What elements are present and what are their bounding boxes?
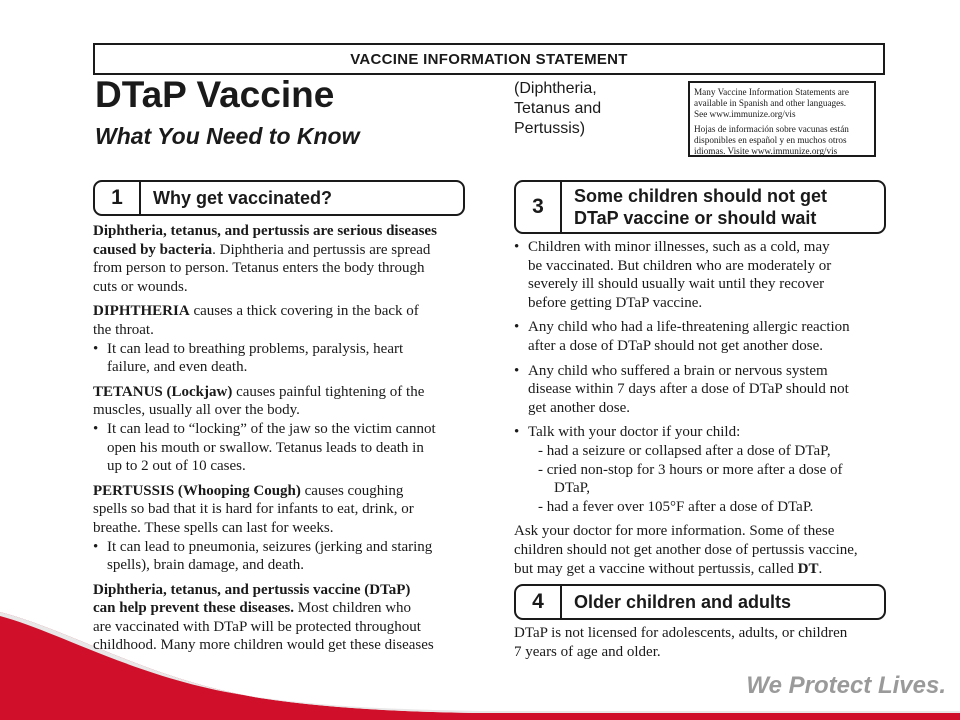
section-number: 4 <box>516 586 562 618</box>
section-4-header <box>514 584 886 620</box>
section-number: 3 <box>516 182 562 232</box>
page-title: DTaP Vaccine <box>95 74 335 115</box>
vis-document <box>93 43 885 660</box>
list-item: • It can lead to pneumonia, seizures (jerking and staring spells), brain damage, and death. <box>93 538 433 574</box>
disease-list: (Diphtheria, Tetanus and Pertussis) <box>514 80 602 137</box>
left-column <box>93 180 465 661</box>
page-subtitle: What You Need to Know <box>95 123 360 149</box>
intro-paragraph: Diphtheria, tetanus, and pertussis are serious diseases caused by bacteria. Diphtheria and pertussis are spread from person to person. Tetanus enters the body through cuts or wounds. <box>93 223 437 295</box>
ask-doctor-paragraph: Ask your doctor for more information. Some of these children should not get another dose of pertussis vaccine, but may get a vaccine without pertussis, called DT. <box>514 523 858 577</box>
brand-tagline: We Protect Lives. <box>746 672 946 699</box>
vaccine-paragraph: Diphtheria, tetanus, and pertussis vaccine (DTaP) can help prevent these diseases. Most children who are vaccinated with DTaP will be protected throughout childhood. Many more children would get these diseases <box>93 581 434 654</box>
language-availability-box: Many Vaccine Information Statements are available in Spanish and other languages. See www.immunize.org/vis Hojas de información sobre vacunas están disponibles en español y en muchos otros idiomas. Visite www.immunize.org/vis <box>688 81 876 157</box>
section-number: 1 <box>95 182 141 214</box>
vis-banner: VACCINE INFORMATION STATEMENT <box>93 43 885 75</box>
right-column <box>514 180 886 661</box>
tetanus-paragraph: TETANUS (Lockjaw) causes painful tightening of the muscles, usually all over the body. • It can lead to “locking” of the jaw so the victim cannot open his mouth or swallow. Tetanus leads to death in up to 2 out of 10 cases. <box>93 383 465 476</box>
pertussis-paragraph: PERTUSSIS (Whooping Cough) causes coughing spells so bad that it is hard for infants to eat, drink, or breathe. These spells can last for weeks. • It can lead to pneumonia, seizures (jerking and staring spells), brain damage, and death. <box>93 482 465 575</box>
section-3-body <box>514 238 886 578</box>
list-item: • Talk with your doctor if your child: - had a seizure or collapsed after a dose of DTaP, - cried non-stop for 3 hours or more after a dose of DTaP, - had a fever over 105°F after a dose of DTaP. <box>514 424 843 515</box>
list-item: • Any child who had a life-threatening allergic reaction after a dose of DTaP should not get another dose. <box>514 319 850 354</box>
list-item: • It can lead to “locking” of the jaw so the victim cannot open his mouth or swallow. Tetanus leads to death in up to 2 out of 10 cases. <box>93 420 436 475</box>
list-item: • Any child who suffered a brain or nervous system disease within 7 days after a dose of DTaP should not get another dose. <box>514 362 849 416</box>
section-3-header <box>514 180 886 234</box>
section-1-body <box>93 222 465 655</box>
section-1-header <box>93 180 465 216</box>
section-title: Older children and adults <box>574 592 792 613</box>
section-4-body: DTaP is not licensed for adolescents, adults, or children 7 years of age and older. <box>514 625 848 660</box>
section-title: Why get vaccinated? <box>153 188 333 208</box>
list-item: • Children with minor illnesses, such as a cold, may be vaccinated. But children who are moderately or severely ill should usually wait until they recover before getting DTaP vaccine. <box>514 239 832 311</box>
section-title: Some children should not get DTaP vaccine or should wait <box>574 186 828 228</box>
diphtheria-paragraph: DIPHTHERIA causes a thick covering in the back of the throat. • It can lead to breathing problems, paralysis, heart failure, and even death. <box>93 302 465 376</box>
list-item: • It can lead to breathing problems, paralysis, heart failure, and even death. <box>93 340 404 376</box>
